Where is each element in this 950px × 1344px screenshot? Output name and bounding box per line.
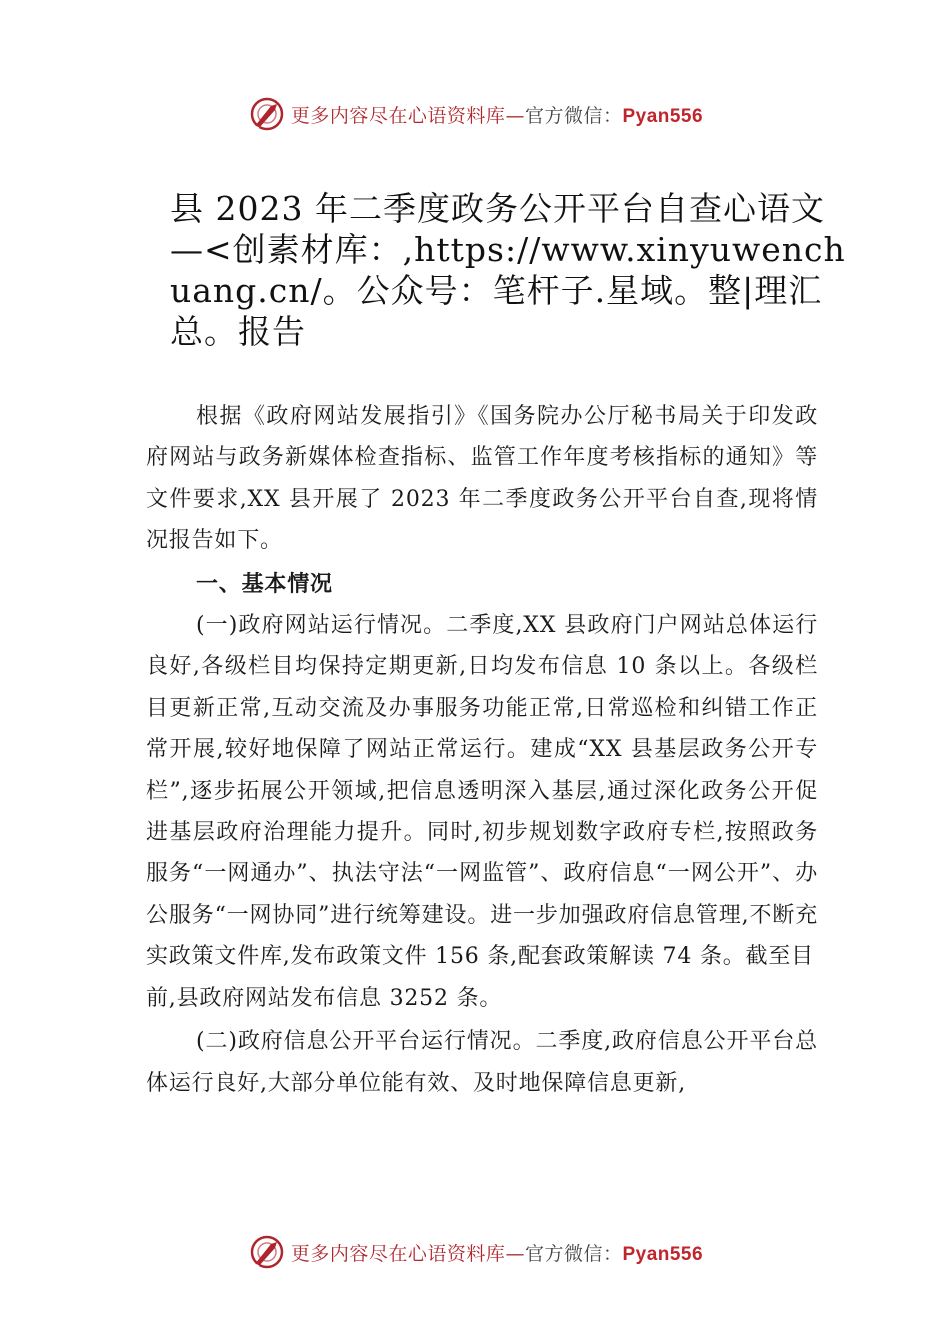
paragraph: (一)政府网站运行情况。二季度,XX 县政府门户网站总体运行良好,各级栏目均保持定期更新,日均发布信息 10 条以上。各级栏目更新正常,互动交流及办事服务功能正常,日常巡检和纠错工作正常开展,较好地保障了网站正常运行。建成“XX 县基层政务公开专栏”,逐步拓展公开领域,把信息透明深入基层,通过深化政务公开促进基层政府治理能力提升。同时,初步规划数字政府专栏,按照政务服务“一网通办”、执法守法“一网监管”、政府信息“一网公开”、办公服务“一网协同”进行统筹建设。进一步加强政府信息管理,不断充实政策文件库,发布政策文件 156 条,配套政策解读 74 条。截至目 (146, 613, 818, 970)
watermark-text: 更多内容尽在心语资料库—官方微信：Pyan556 (290, 1242, 704, 1265)
watermark-text: 更多内容尽在心语资料库—官方微信：Pyan556 (290, 104, 704, 127)
pen-nib-logo-icon (247, 94, 287, 134)
header-watermark-banner (0, 94, 950, 134)
document-body (146, 396, 818, 1104)
footer-watermark-banner (0, 1232, 950, 1272)
section-heading: 一、基本情况 (196, 571, 333, 597)
paragraph: (二)政府信息公开平台运行情况。二季度,政府信息公开平台总体运行良好,大部分单位能有效、及时地保障信息更新, (146, 1029, 818, 1096)
pen-nib-logo-icon (247, 1232, 287, 1272)
paragraph: 根据《政府网站发展指引》《国务院办公厅秘书局关于印发政府网站与政务新媒体检查指标、监管工作年度考核指标的通知》等文件要求,XX 县开展了 2023 年二季度政务公开平台自查,现将情况报告如下。 (146, 404, 818, 554)
document-title: 县 2023 年二季度政务公开平台自查心语文—<创素材库：,https://www.xinyuwenchuang.cn/。公众号：笔杆子.星域。整|理汇总。报告 (170, 189, 846, 351)
paragraph: 前,县政府网站发布信息 3252 条。 (146, 985, 503, 1011)
